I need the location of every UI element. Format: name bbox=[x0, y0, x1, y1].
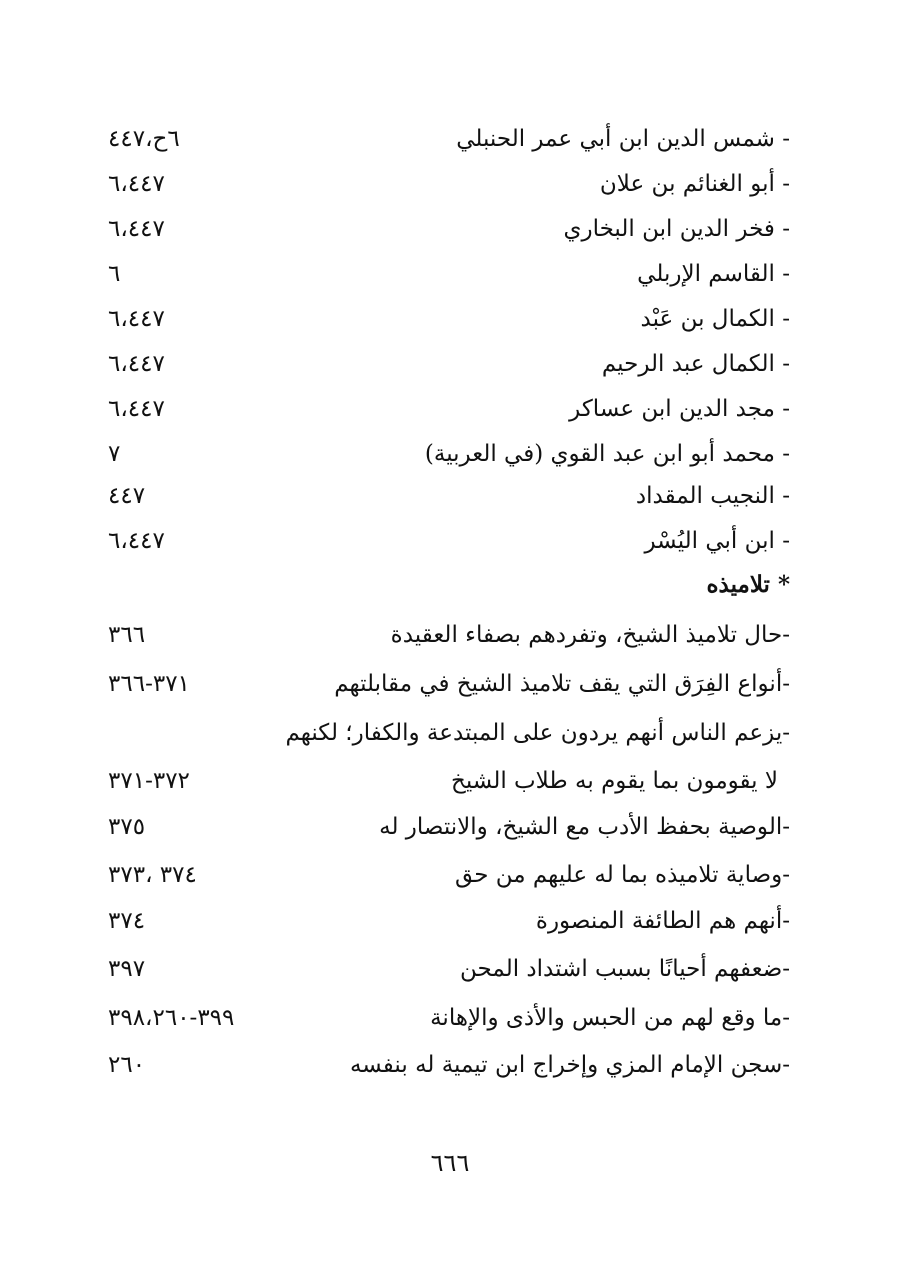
index-entry bbox=[100, 519, 790, 563]
entry-pages: ٦،٤٤٧ bbox=[108, 306, 165, 332]
entry-name: - الكمال بن عَبْد bbox=[640, 306, 790, 332]
index-entry bbox=[100, 853, 790, 897]
entry-pages: ٣٦٦ bbox=[108, 622, 146, 648]
entry-name: - فخر الدين ابن البخاري bbox=[563, 216, 790, 242]
entry-text: -أنهم هم الطائفة المنصورة bbox=[535, 908, 790, 934]
index-entry bbox=[100, 162, 790, 206]
index-entry bbox=[100, 711, 790, 755]
index-entry bbox=[100, 387, 790, 431]
index-entry bbox=[100, 947, 790, 991]
entry-pages: ٧ bbox=[108, 441, 121, 467]
entry-name: - أبو الغنائم بن علان bbox=[599, 171, 790, 197]
page-number: ٦٦٦ bbox=[430, 1149, 470, 1177]
entry-text: -وصاية تلاميذه بما له عليهم من حق bbox=[455, 862, 790, 888]
entry-pages: ٣٧٤ ،٣٧٣ bbox=[108, 862, 197, 888]
index-entry bbox=[100, 432, 790, 476]
entry-text: -ضعفهم أحيانًا بسبب اشتداد المحن bbox=[460, 956, 790, 982]
entry-name: - الكمال عبد الرحيم bbox=[601, 351, 790, 377]
index-entry-continuation bbox=[100, 759, 790, 803]
entry-pages: ٣٩٧ bbox=[108, 956, 146, 982]
entry-text: لا يقومون بما يقوم به طلاب الشيخ bbox=[451, 768, 778, 794]
entry-name: - شمس الدين ابن أبي عمر الحنبلي bbox=[456, 126, 790, 152]
entry-pages: ٦ bbox=[108, 261, 121, 287]
entry-name: - النجيب المقداد bbox=[635, 483, 790, 509]
entry-pages: ٦،٤٤٧ bbox=[108, 351, 165, 377]
index-entry bbox=[100, 662, 790, 706]
entry-pages: ٢٦٠ bbox=[108, 1052, 146, 1078]
entry-text: -يزعم الناس أنهم يردون على المبتدعة والكفار؛ لكنهم bbox=[285, 720, 790, 746]
index-entry bbox=[100, 613, 790, 657]
index-entry bbox=[100, 342, 790, 386]
entry-text: -الوصية بحفظ الأدب مع الشيخ، والانتصار له bbox=[379, 814, 790, 840]
index-entry bbox=[100, 117, 790, 161]
entry-pages: ٤٤٧ bbox=[108, 483, 146, 509]
entry-pages: ٣٧٤ bbox=[108, 908, 146, 934]
index-entry bbox=[100, 805, 790, 849]
index-entry bbox=[100, 474, 790, 518]
entry-pages: ٣٩٩-٣٩٨،٢٦٠ bbox=[108, 1005, 235, 1031]
entry-name: - محمد أبو ابن عبد القوي (في العربية) bbox=[424, 441, 790, 467]
entry-text: -حال تلاميذ الشيخ، وتفردهم بصفاء العقيدة bbox=[390, 622, 790, 648]
index-entry bbox=[100, 899, 790, 943]
entry-pages: ٦،٤٤٧ bbox=[108, 171, 165, 197]
entry-pages: ٣٧٢-٣٧١ bbox=[108, 768, 190, 794]
entry-pages: ٦،٤٤٧ bbox=[108, 528, 165, 554]
entry-pages: ٣٧٥ bbox=[108, 814, 146, 840]
index-entry bbox=[100, 207, 790, 251]
index-entry bbox=[100, 996, 790, 1040]
entry-text: -أنواع الفِرَق التي يقف تلاميذ الشيخ في مقابلتهم bbox=[334, 671, 790, 697]
entry-pages: ٣٧١-٣٦٦ bbox=[108, 671, 190, 697]
section-heading-students: * تلاميذه bbox=[706, 571, 790, 598]
index-entry bbox=[100, 1043, 790, 1087]
entry-pages: ٦،٤٤٧ bbox=[108, 216, 165, 242]
entry-name: - مجد الدين ابن عساكر bbox=[569, 396, 790, 422]
index-entry bbox=[100, 252, 790, 296]
entry-name: - القاسم الإربلي bbox=[637, 261, 790, 287]
entry-pages: ٦،٤٤٧ bbox=[108, 396, 165, 422]
entry-name: - ابن أبي اليُسْر bbox=[644, 528, 790, 554]
index-entry bbox=[100, 297, 790, 341]
entry-text: -سجن الإمام المزي وإخراج ابن تيمية له بنفسه bbox=[349, 1052, 790, 1078]
entry-text: -ما وقع لهم من الحبس والأذى والإهانة bbox=[430, 1005, 790, 1031]
entry-pages: ٦ح،٤٤٧ bbox=[108, 126, 180, 152]
